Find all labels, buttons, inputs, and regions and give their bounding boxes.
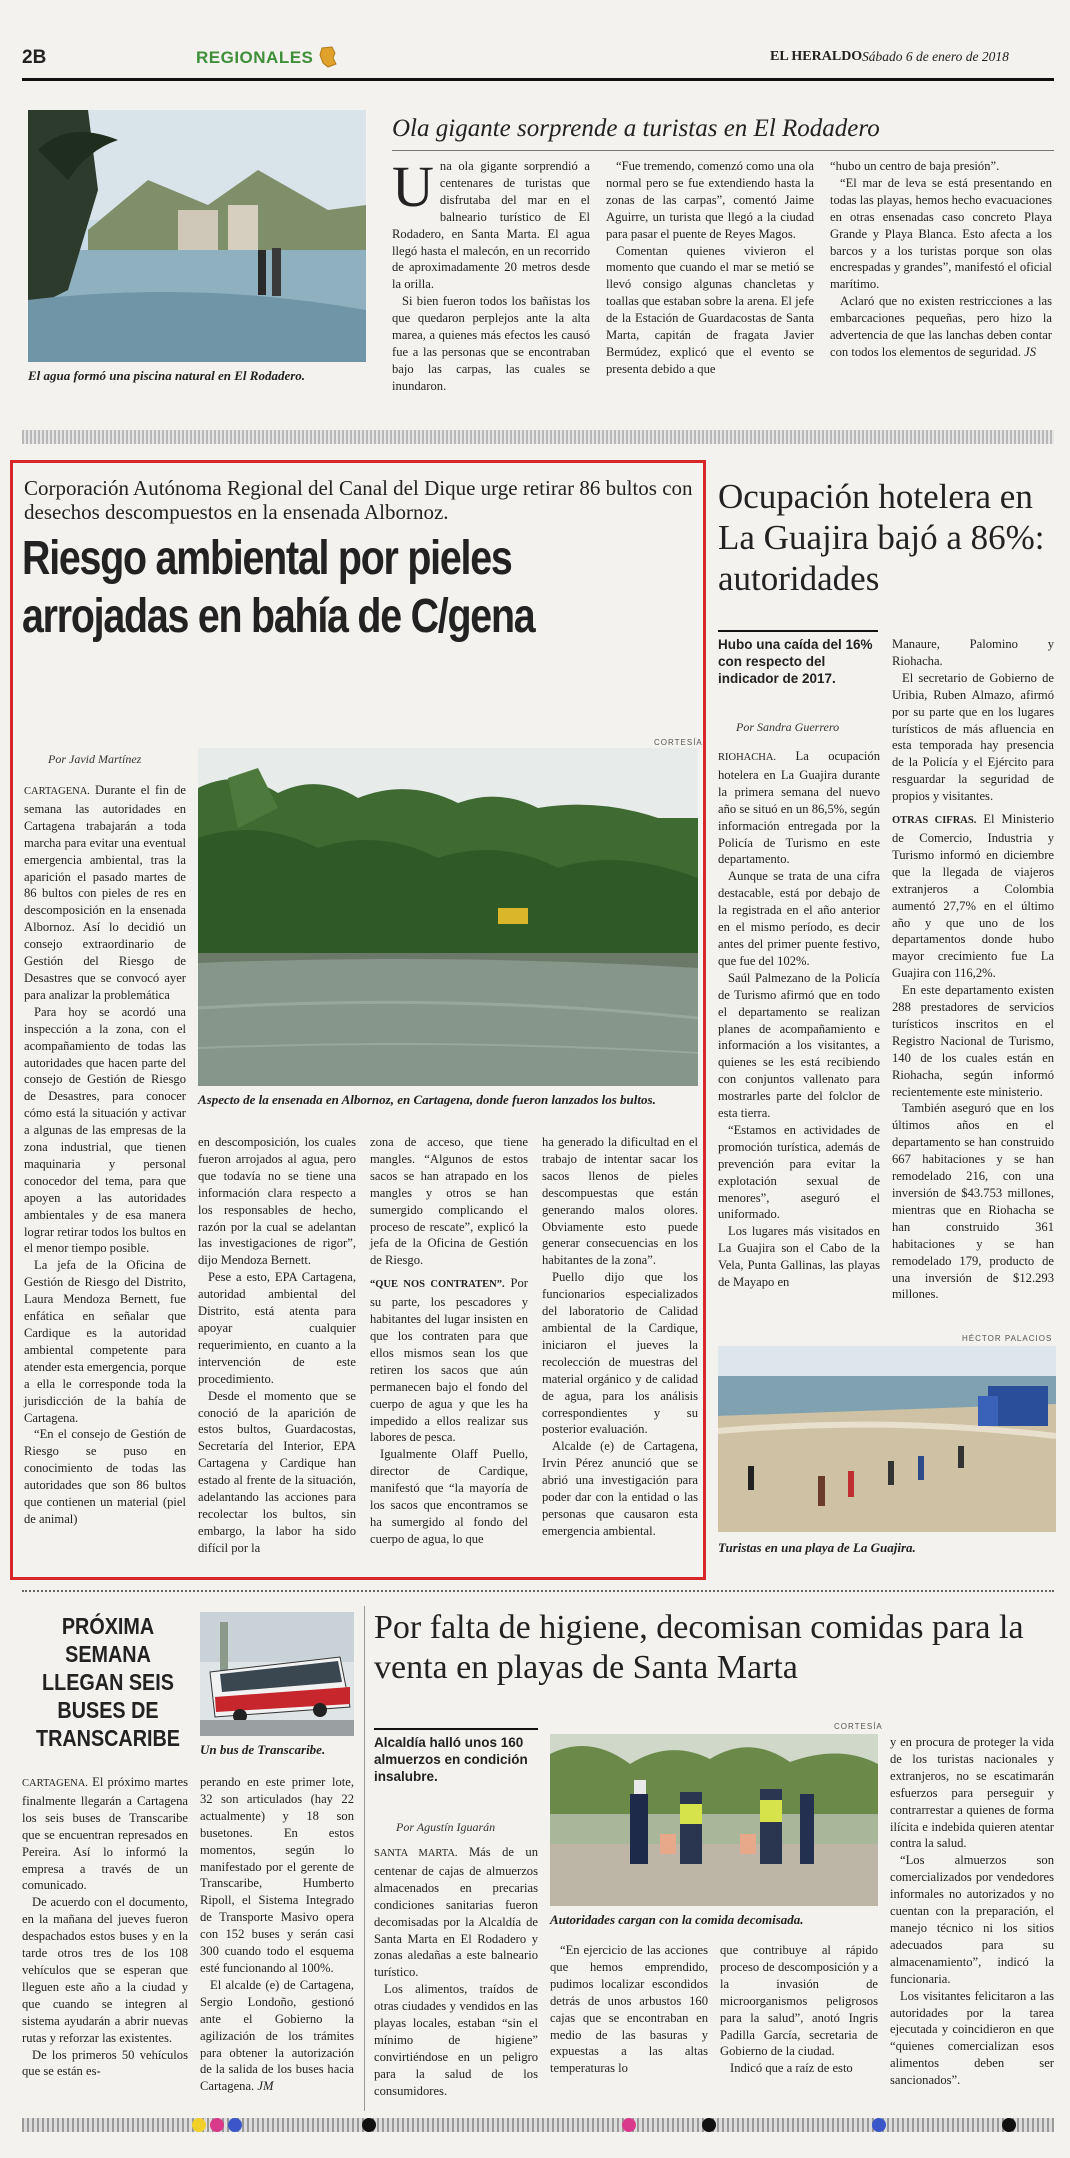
story3-byline: Por Sandra Guerrero [736,720,840,734]
story1-initials: JS [1024,344,1037,359]
story5-col4a: y en procura de proteger la vida de los turistas nacionales y extranjeros, no se escatimarán esfuerzos para perseguir y contrarrestar a quienes de forma ilícita e indebida quieren atentar contra la salud. [890,1735,1054,1851]
story1-col1 [392,154,590,395]
paper-name: EL HERALDO [770,49,863,64]
albornoz-caption: Aspecto de la ensenada en Albornoz, en Cartagena, donde fueron lanzados los bultos. [198,1092,656,1107]
story2-col4b: Puello dijo que los funcionarios especializados del laboratorio de Calidad ambiental de la Cardique, iniciaron el jueves la recolección de muestras del material orgánico y de calidad de agua, para los análisis correspondientes y su posterior evaluación. [542,1270,698,1437]
story5-col2 [550,1942,708,2077]
story2-col1a-text: Durante el fin de semana las autoridades en Cartagena trabajarán a toda marcha para evitar una eventual emergencia ambiental, tras la aparición el pasado martes de 86 bultos con pieles de res en descomposición en la ensenada Albornoz. Así lo decidió un consejo extraordinario de Gestión del Riesgo de Desastres que se convocó ayer para analizar la problemática [24,783,186,1002]
story3-col2c-text: El Ministerio de Comercio, Industria y Turismo informó en diciembre que la llegada de viajeros extranjeros a Colombia aumentó 27,7% en el último año y que uno de los departamentos donde hubo mayor crecimiento fue La Guajira con 116,2%. [892,812,1055,981]
story1-col1-text: na ola gigante sorprendió a centenares de turistas que disfrutaba del mar en el balneario turístico de El Rodadero, en Santa Marta. El agua llegó hasta el malecón, en un recorrido de aproximadamente 20 metros desde la orilla. [392,159,590,292]
story2-col2a: en descomposición, los cuales fueron arrojados al agua, pero que todavía no se tiene una información clara respecto a los responsables de hecho, razón por la cual se adelantan las investigaciones de rigor”, dijo Mendoza Bernett. [198,1135,356,1268]
story3-photo-credit: HÉCTOR PALACIOS [962,1334,1053,1343]
story1-col2 [606,158,814,378]
story5-col1a [374,1844,538,1981]
registration-dot-magenta [210,2118,224,2132]
story1-dropcap: U [392,154,434,219]
story4-col1a [22,1774,188,1894]
story3-deck: Hubo una caída del 16% con respecto del indicador de 2017. [718,637,873,686]
header-rule [22,78,1054,81]
story3-col1a [718,748,880,868]
story2-col2c: Desde el momento que se conoció de la aparición de estos bultos, Guardacostas, Secretaría del Interior, EPA Cartagena y Cardique han estado al frente de la situación, adelantando las acciones para recolectar los bultos, sin embargo, la labor ha sido difícil por la [198,1388,356,1555]
story2-col3 [370,1134,528,1548]
story1-col2a: “Fue tremendo, comenzó como una ola normal pero se fue extendiendo hasta la zonas de las carpas”, comentó Jaime Aguirre, un turista que llegó a la ciudad para pasar el puente de Reyes Magos. [606,159,814,241]
story3-deck-rule [718,630,878,632]
story1-title-rule [392,150,1054,151]
page-header [0,38,1070,78]
rodadero-photo [28,110,366,362]
story2-col3b-text: Por su parte, los pescadores y habitantes del lugar insisten en que los contraten para que ellos mismos sean los que retiren los sacos que aún permanecen bajo el fondo del cuerpo de agua y que les ha impedido a ellos realizar sus labores de pesca. [370,1276,528,1445]
story5-col1a-text: Más de un centenar de cajas de almuerzos almacenados en precarias condiciones sanitarias fueron decomisadas por la Alcaldía de Santa Marta en El Rodadero y zonas aledañas a este balneario turístico. [374,1845,538,1980]
story4-dateline: CARTAGENA. [22,1778,88,1789]
story4-col2b-text: El alcalde (e) de Cartagena, Sergio Londoño, gestionó ante el Gobierno la agilización de los trámites para obtener la autorización de la salida de los buses hacia Cartagena. [200,1977,354,2094]
story2-headline [22,530,580,646]
story2-subhead: “QUE NOS CONTRATEN”. [370,1279,505,1291]
story3-col2 [892,636,1054,1303]
story4-col1a-text: El próximo martes finalmente llegarán a Cartagena los seis buses de Transcaribe que se encuentran represados en Pereira. Así lo informó la empresa a través de un comunicado. [22,1775,188,1893]
vertical-rule-story4 [364,1606,365,2111]
story2-col1b: Para hoy se acordó una inspección a la zona, con el acompañamiento de todas las autoridades que hacen parte del consejo de Gestión de Riesgo de Desastres, para conocer cómo está la situación y activar a algunas de las empresas de la zona industrial, que tienen maquinaria y personal conocedor del tema, para que apoyen a las autoridades ambientales y de esa manera lograr retirar todos los bultos en el menor tiempo posible. [24,1004,186,1256]
story4-col1 [22,1774,188,2080]
story3-col2d: En este departamento existen 288 prestadores de servicios turísticos inscritos en el Registro Nacional de Turismo, 140 de los cuales están en Riohacha, según informó recientemente este ministerio. [892,983,1054,1099]
story2-headline-line2: arrojadas en bahía de C/gena [22,590,535,643]
story4-col2b [200,1977,354,2095]
story2-headline-line1: Riesgo ambiental por pieles [22,532,512,585]
story1-col3b: “El mar de leva se está presentando en todas las playas, hemos hecho evacuaciones en otras ensenadas caso concreto Playa Grande y Playa Blanca. Esto afecta a los barcos y a los turistas porque son olas encrespadas y grandes”, manifestó el oficial marítimo. [830,175,1052,292]
story5-col4c: Los visitantes felicitaron a las autoridades por la tarea ejecutada y coincidieron en que “quienes comercializan esos alimentos deben ser sancionados”. [890,1988,1054,2088]
story4-col2a: perando en este primer lote, 32 son articulados (hay 22 actualmente) y 18 son busetones. En estos momentos, según lo manifestado por el gerente de Transcaribe, Humberto Ripoll, el Sistema Integrado de Transporte Masivo opera con 152 buses y serán casi 300 cuando todo el esquema esté funcionando al 100%. [200,1775,354,1975]
transcaribe-caption: Un bus de Transcaribe. [200,1742,326,1757]
registration-dot-blue [228,2118,242,2132]
story5-deck-rule [374,1728,538,1730]
albornoz-photo [198,748,698,1086]
story1-col1b: Si bien fueron todos los bañistas los que quedaron perplejos ante la alta marea, a quienes más efectos les causó fue a las personas que se encontraban bajo las carpas, las cuales se inundaron. [392,294,590,393]
registration-dot-black-1 [362,2118,376,2132]
story2-col2 [198,1134,356,1557]
story1-col3 [830,158,1052,361]
story2-col4 [542,1134,698,1540]
story3-col1a-text: La ocupación hotelera en La Guajira durante la primera semana del nuevo año se situó en un 86,5%, según información entregada por la Policía de Turismo en este departamento. [718,749,880,867]
section-name: REGIONALES [196,48,314,67]
story2-col3-sub [370,1275,528,1446]
guajira-caption: Turistas en una playa de La Guajira. [718,1540,916,1555]
story5-col3 [720,1942,878,2077]
santa-marta-photo [550,1734,878,1906]
story5-dateline: SANTA MARTA. [374,1848,458,1859]
story3-col2e: También aseguró que en los últimos años en el departamento se han construido 667 habitaciones y se han remodelado 216, con una inversión de $43.753 millones, mientras que en Riohacha se han construido 361 habitaciones y se han remodelado 179, producto de una inversión de $12.293 millones. [892,1101,1054,1302]
story4-col1c: De los primeros 50 vehículos que se están es- [22,2047,188,2079]
story3-col1e: Los lugares más visitados en La Guajira son el Cabo de la Vela, Punta Gallinas, las playas de Mayapo en [718,1224,880,1290]
issue-date: Sábado 6 de enero de 2018 [862,49,1009,64]
story4-col2 [200,1774,354,2095]
story1-col3c [830,293,1052,361]
transcaribe-bus-photo [200,1612,354,1736]
story5-headline: Por falta de higiene, decomisan comidas para la venta en playas de Santa Marta [374,1609,1024,1686]
page-number: 2B [22,47,47,68]
story3-col1c: Saúl Palmezano de la Policía de Turismo afirmó que en todo el departamento se realizan planes de acompañamiento e información a los visitantes, a quienes se les está recibiendo con conjuntos vallenato para mostrarles parte del folclor de esta tierra. [718,970,880,1121]
story4-headline: PRÓXIMA SEMANA LLEGAN SEIS BUSES DE TRANSCARIBE [36,1613,180,1751]
story5-col2a: “En ejercicio de las acciones que hemos emprendido, pudimos localizar escondidos detrás de unos arbustos 160 cajas que se encontraban en medio de las basuras y expuestas a las altas temperaturas lo [550,1943,708,2076]
guajira-beach-photo [718,1346,1056,1532]
story5-byline: Por Agustín Iguarán [396,1820,496,1834]
story2-byline: Por Javid Martínez [48,752,142,766]
story2-col1d: “En el consejo de Gestión de Riesgo se puso en conocimiento de todas las autoridades que son 86 bultos que contienen un material (piel de animal) [24,1427,186,1526]
story5-photo-credit: CORTESÍA [834,1722,883,1731]
story3-col1b: Aunque se trata de una cifra destacable, está por debajo de la registrada en el año anterior en el mismo período, es decir antes del primer puente festivo, que fue del 102%. [718,869,880,968]
story3-subhead: OTRAS CIFRAS. [892,815,977,827]
story2-col1a [24,782,186,1004]
story2-deck: Corporación Autónoma Regional del Canal del Dique urge retirar 86 bultos con desechos descompuestos en la ensenada Albornoz. [24,476,693,524]
story5-col3b: Indicó que a raíz de esto [730,2061,853,2076]
story3-col2c [892,811,1054,982]
story3-col2a: Manaure, Palomino y Riohacha. [892,637,1054,668]
registration-dot-blue-2 [872,2118,886,2132]
story5-col4b: “Los almuerzos son comercializados por vendedores informales no autorizados y no cuentan con la preparación, el manejo técnico ni los sitios adecuados para su almacenamiento”, indicó la funcionaria. [890,1853,1054,1986]
story1-col2b: Comentan quienes vivieron el momento que cuando el mar se metió se llevó consigo algunas chancletas y toallas que estaban sobre la arena. El jefe de la Estación de Guardacostas de Santa Marta, capitán de fragata Javier Bermúdez, explicó que el evento se presenta debido a que [606,243,814,376]
story1-col3a: “hubo un centro de baja presión”. [830,159,1000,173]
story5-col1 [374,1844,538,2100]
story2-col1c: La jefa de la Oficina de Gestión de Riesgo del Distrito, Laura Mendoza Bernett, fue enfática en señalar que Cardique es la autoridad ambiental competente para atender esta emergencia, porque a ella le corresponde toda la jurisdicción de la bahía de Cartagena. [24,1258,187,1425]
story1-title: Ola gigante sorprende a turistas en El Rodadero [392,115,880,142]
registration-dot-yellow [192,2118,206,2132]
story2-col4c: Alcalde (e) de Cartagena, Irvin Pérez anunció que se abrió una investigación para poder dar con la entidad o las personas que causaron esta emergencia ambiental. [542,1439,698,1538]
story3-col2b: El secretario de Gobierno de Uribia, Ruben Almazo, afirmó por su parte que en los lugares turísticos de más afluencia en esta temporada hay presencia de la Policía y el Ejército para resguardar la seguridad de propios y visitantes. [892,670,1054,804]
story2-dateline: CARTAGENA. [24,786,90,797]
story3-dateline: RIOHACHA. [718,752,777,763]
rodadero-caption: El agua formó una piscina natural en El Rodadero. [28,368,306,383]
santa-marta-caption: Autoridades cargan con la comida decomisada. [550,1912,804,1927]
section-divider-band [22,430,1054,444]
story3-col1d: “Estamos en actividades de promoción turística, además de prevención para evitar la explotación sexual de menores”, aseguró el uniformado. [718,1122,880,1222]
story2-col1 [24,782,186,1528]
story2-photo-credit: CORTESÍA [654,738,703,747]
story3-headline: Ocupación hotelera en La Guajira bajó a 86%: autoridades [718,477,1045,598]
registration-dot-magenta-2 [622,2118,636,2132]
story2-col4a: ha generado la dificultad en el trabajo de intentar sacar los sacos llenos de pieles descompuestas que están generando malos olores. Obviamente esto puede generar consecuencias en los habitantes de la zona”. [542,1135,698,1268]
lower-section-rule [22,1590,1054,1592]
story5-col1b: Los alimentos, traídos de otras ciudades y vendidos en las playas locales, estaban “sin el mínimo de higiene” convirtiéndose en un peligro para la salud de los consumidores. [374,1982,538,2098]
story1-col3c-text: Aclaró que no existen restricciones a las embarcaciones pequeñas, pero hizo la advertencia de que las lanchas deben contar con todos los elementos de seguridad. [830,294,1052,359]
registration-dot-black-2 [702,2118,716,2132]
print-registration-bar [22,2118,1054,2132]
story2-col3a: zona de acceso, que tiene mangles. “Algunos de estos sacos se han atrapado en los mangles y otros se han sumergido complicando el proceso de rescate”, explicó la jefa de la Oficina de Gestión de Riesgo. [370,1135,528,1268]
registration-dot-black-3 [1002,2118,1016,2132]
story4-col1b: De acuerdo con el documento, en la mañana del jueves fueron despachados estos buses y en la tarde otros tres de los 108 vehículos que se esperan que lleguen este año a la ciudad y que cuando se integren al sistema ayudarán a abrir nuevas rutas y reforzar las existentes. [22,1895,188,2045]
story3-col1 [718,748,880,1291]
story5-col3a: que contribuye al rápido proceso de descomposición y a la invasión de microorganismos peligrosos para la salud”, anotó Ingris Padilla García, secretaria de Gobierno de la ciudad. [720,1943,878,2059]
story2-col2b: Pese a esto, EPA Cartagena, autoridad ambiental del Distrito, está atenta para apoyar cualquier requerimiento, en cuanto a la intervención de este procedimiento. [198,1270,356,1386]
story5-col4 [890,1734,1054,2089]
region-map-icon [318,46,338,68]
story4-initials: JM [257,2079,274,2094]
story5-deck: Alcaldía halló unos 160 almuerzos en condición insalubre. [374,1735,528,1784]
story2-col3c: Igualmente Olaff Puello, director de Cardique, manifestó que “la mayoría de los sacos que encontramos se ha sumergido al fondo del cuerpo de agua, lo que [370,1447,528,1546]
